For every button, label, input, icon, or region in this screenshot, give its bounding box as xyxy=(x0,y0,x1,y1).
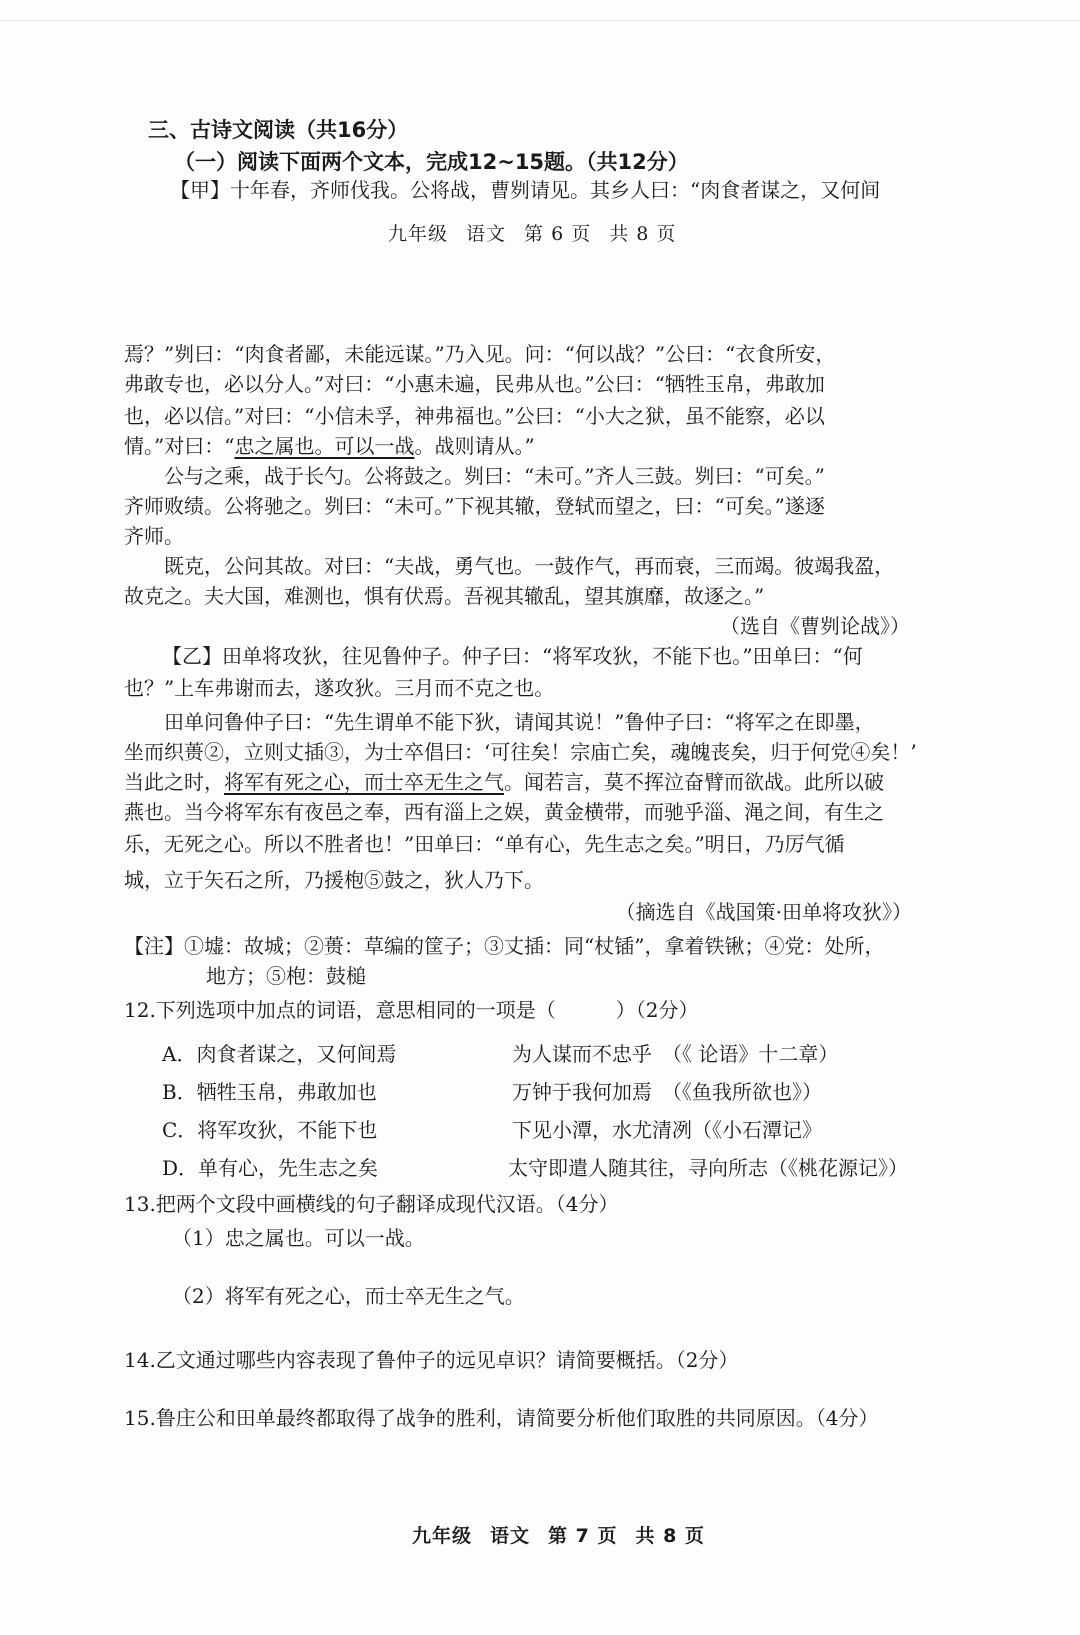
text-segment: 当此之时， xyxy=(124,770,224,794)
option-a-left: A．肉食者谋之，又何间焉 xyxy=(162,1042,397,1066)
text-segment: 。战则请从。” xyxy=(414,434,535,458)
notes-line: 【注】①墟：故城；②蒉：草编的筐子；③丈插：同“杖锸”，拿着铁锹；④党：处所， xyxy=(124,934,885,958)
option-c-left: C．将军攻狄，不能下也 xyxy=(162,1118,378,1142)
passage-yi-line: 城，立于矢石之所，乃援枹⑤鼓之，狄人乃下。 xyxy=(124,868,544,892)
passage-jia-line: 【甲】十年春，齐师伐我。公将战，曹刿请见。其乡人曰：“肉食者谋之，又何间 xyxy=(170,178,881,202)
underlined-sentence-2: 将军有死之心，而士卒无生之气 xyxy=(224,770,504,794)
option-d-left: D．单有心，先生志之矣 xyxy=(162,1156,379,1180)
question-12: 12.下列选项中加点的词语，意思相同的一项是（ ）（2分） xyxy=(124,998,699,1022)
footer-page-number: 第 6 页 xyxy=(524,223,592,245)
option-a-right: 为人谋而不忠乎 （《 论语》十二章） xyxy=(512,1042,839,1066)
passage-yi-source: （摘选自《战国策·田单将攻狄》） xyxy=(615,900,912,924)
passage-jia-line: 既克，公问其故。对曰：“夫战，勇气也。一鼓作气，再而衰，三而竭。彼竭我盈， xyxy=(164,554,895,578)
passage-jia-line: 也，必以信。”对曰：“小信未孚，神弗福也。”公曰：“小大之狱，虽不能察，必以 xyxy=(124,404,825,428)
option-b-right: 万钟于我何加焉 （《鱼我所欲也》） xyxy=(512,1080,822,1104)
text-segment: 。闻若言，莫不挥泣奋臂而欲战。此所以破 xyxy=(504,770,884,794)
question-13-part-1: （1）忠之属也。可以一战。 xyxy=(172,1226,425,1250)
footer-subject: 语文 xyxy=(466,223,507,245)
passage-yi-line: 田单问鲁仲子曰：“先生谓单不能下狄，请闻其说！”鲁仲子曰：“将军之在即墨， xyxy=(164,710,875,734)
passage-yi-line: 乐，无死之心。所以不胜者也！”田单曰：“单有心，先生志之矣。”明日，乃厉气循 xyxy=(124,832,845,856)
passage-yi-line xyxy=(124,768,884,796)
question-15: 15.鲁庄公和田单最终都取得了战争的胜利，请简要分析他们取胜的共同原因。（4分） xyxy=(124,1406,879,1430)
passage-jia-line: 齐师败绩。公将驰之。刿曰：“未可。”下视其辙，登轼而望之，曰：“可矣。”遂逐 xyxy=(124,494,825,518)
passage-jia-line: 公与之乘，战于长勺。公将鼓之。刿曰：“未可。”齐人三鼓。刿曰：“可矣。” xyxy=(164,464,825,488)
page-footer xyxy=(388,220,676,248)
passage-jia-line: 齐师。 xyxy=(124,524,184,548)
passage-jia-line xyxy=(124,432,535,460)
underlined-sentence-1: 忠之属也。可以一战 xyxy=(234,434,415,458)
passage-yi-line: 【乙】田单将攻狄，往见鲁仲子。仲子曰：“将军攻狄，不能下也。”田单曰：“何 xyxy=(162,644,863,668)
footer-grade: 九年级 xyxy=(388,223,449,245)
option-b-left: B．牺牲玉帛，弗敢加也 xyxy=(162,1080,377,1104)
footer-total-pages: 共 8 页 xyxy=(635,1525,705,1547)
passage-jia-line: 弗敢专也，必以分人。”对曰：“小惠未遍，民弗从也。”公曰：“牺牲玉帛，弗敢加 xyxy=(124,372,825,396)
question-14: 14.乙文通过哪些内容表现了鲁仲子的远见卓识？请简要概括。（2分） xyxy=(124,1348,739,1372)
footer-subject: 语文 xyxy=(490,1525,531,1547)
passage-jia-line: 焉？”刿曰：“肉食者鄙，未能远谋。”乃入见。问：“何以战？”公曰：“衣食所安， xyxy=(124,342,836,366)
passage-yi-line: 也？”上车弗谢而去，遂攻狄。三月而不克之也。 xyxy=(124,676,555,700)
passage-yi-line: 燕也。当今将军东有夜邑之奉，西有淄上之娱，黄金横带，而驰乎淄、渑之间，有生之 xyxy=(124,800,884,824)
passage-yi-line: 坐而织蒉②，立则丈插③，为士卒倡曰：‘可往矣！宗庙亡矣，魂魄丧矣，归于何党④矣！’ xyxy=(124,740,917,764)
footer-total-pages: 共 8 页 xyxy=(609,223,677,245)
notes-line: 地方；⑤枹：鼓槌 xyxy=(206,964,366,988)
text-segment: 情。”对曰：“ xyxy=(124,434,235,458)
question-13-part-2: （2）将军有死之心，而士卒无生之气。 xyxy=(172,1284,525,1308)
question-13: 13.把两个文段中画横线的句子翻译成现代汉语。（4分） xyxy=(124,1192,619,1216)
passage-jia-source: （选自《曹刿论战》） xyxy=(720,614,910,638)
footer-page-number: 第 7 页 xyxy=(548,1525,618,1547)
passage-jia-line: 故克之。夫大国，难测也，惧有伏焉。吾视其辙乱，望其旗靡，故逐之。” xyxy=(124,584,765,608)
subsection-title: （一）阅读下面两个文本，完成12~15题。（共12分） xyxy=(174,150,689,174)
footer-grade: 九年级 xyxy=(412,1525,473,1547)
section-title: 三、古诗文阅读（共16分） xyxy=(148,118,409,142)
option-d-right: 太守即遣人随其往，寻向所志（《桃花源记》） xyxy=(508,1156,908,1180)
page-footer xyxy=(412,1522,705,1550)
option-c-right: 下见小潭，水尤清冽（《小石潭记》 xyxy=(512,1118,822,1142)
page-top-border xyxy=(0,20,1080,21)
